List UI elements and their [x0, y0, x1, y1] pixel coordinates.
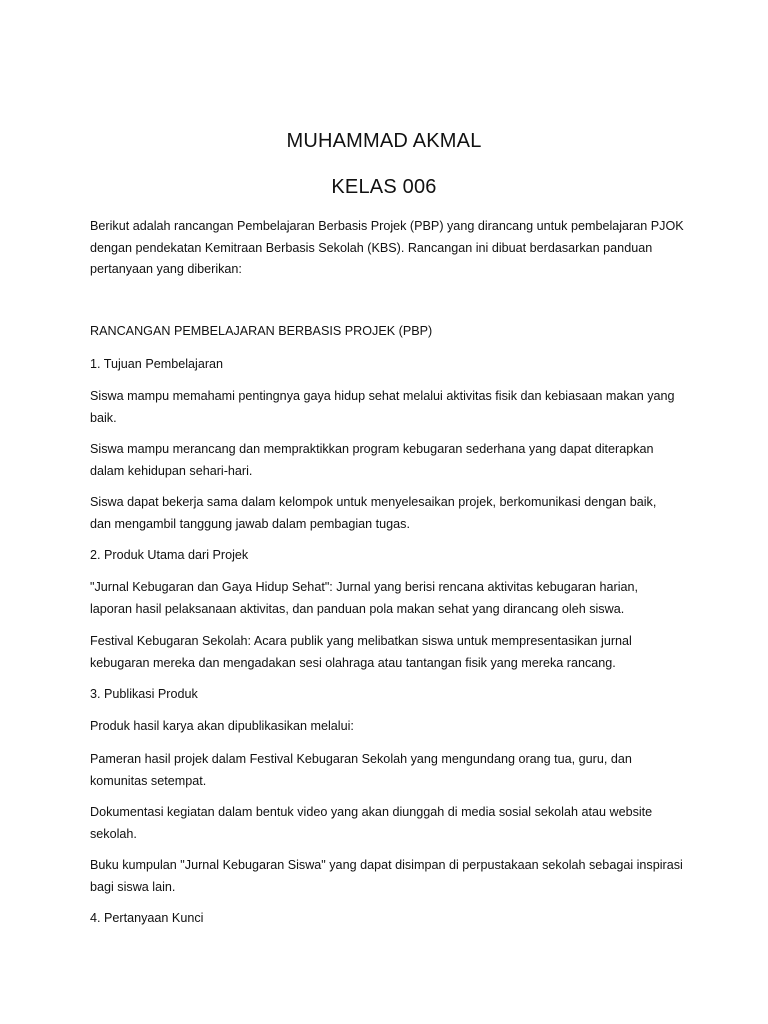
- text-line: Pameran hasil projek dalam Festival Kebugaran Sekolah yang mengundang orang tua, guru, dan: [90, 752, 632, 766]
- goal-paragraph-3: [90, 492, 686, 535]
- text-line: Siswa mampu memahami pentingnya gaya hidup sehat melalui aktivitas fisik dan kebiasaan makan yang: [90, 389, 675, 403]
- text-line: baik.: [90, 410, 117, 425]
- text-line: Buku kumpulan "Jurnal Kebugaran Siswa" yang dapat disimpan di perpustakaan sekolah sebagai inspirasi: [90, 858, 683, 872]
- publication-paragraph-1: [90, 749, 686, 792]
- text-line: pertanyaan yang diberikan:: [90, 262, 242, 276]
- text-line: Siswa dapat bekerja sama dalam kelompok untuk menyelesaikan projek, berkomunikasi dengan baik,: [90, 495, 657, 509]
- text-line: bagi siswa lain.: [90, 879, 176, 894]
- text-line: dengan pendekatan Kemitraan Berbasis Sekolah (KBS). Rancangan ini dibuat berdasarkan panduan: [90, 240, 653, 255]
- text-line: dan mengambil tanggung jawab dalam pembagian tugas.: [90, 516, 410, 531]
- publication-paragraph-3: [90, 855, 686, 898]
- heading-publikasi: 3. Publikasi Produk: [90, 687, 198, 701]
- text-line: Berikut adalah rancangan Pembelajaran Berbasis Projek (PBP) yang dirancang untuk pembelajaran PJOK: [90, 219, 684, 233]
- text-line: "Jurnal Kebugaran dan Gaya Hidup Sehat": Jurnal yang berisi rencana aktivitas kebugaran harian,: [90, 580, 639, 594]
- heading-tujuan: 1. Tujuan Pembelajaran: [90, 357, 224, 371]
- text-line: Siswa mampu merancang dan mempraktikkan program kebugaran sederhana yang dapat diterapkan: [90, 442, 654, 456]
- publication-intro: Produk hasil karya akan dipublikasikan melalui:: [90, 719, 354, 733]
- section-title: RANCANGAN PEMBELAJARAN BERBASIS PROJEK (PBP): [90, 324, 433, 338]
- text-line: laporan hasil pelaksanaan aktivitas, dan panduan pola makan sehat yang dirancang oleh siswa.: [90, 601, 625, 616]
- text-line: Dokumentasi kegiatan dalam bentuk video yang akan diunggah di media sosial sekolah atau website: [90, 805, 653, 819]
- text-line: komunitas setempat.: [90, 773, 207, 788]
- heading-produk: 2. Produk Utama dari Projek: [90, 548, 249, 562]
- goal-paragraph-1: [90, 386, 686, 429]
- text-line: kebugaran mereka dan mengadakan sesi olahraga atau tantangan fisik yang mereka rancang.: [90, 655, 616, 670]
- intro-paragraph: [90, 216, 686, 281]
- heading-pertanyaan: 4. Pertanyaan Kunci: [90, 911, 204, 925]
- text-line: sekolah.: [90, 826, 137, 841]
- goal-paragraph-2: [90, 439, 686, 482]
- class-title: KELAS 006: [331, 176, 437, 198]
- product-paragraph-2: [90, 631, 686, 674]
- product-paragraph-1: [90, 577, 686, 620]
- text-line: Festival Kebugaran Sekolah: Acara publik yang melibatkan siswa untuk mempresentasikan jurnal: [90, 634, 632, 648]
- text-line: dalam kehidupan sehari-hari.: [90, 463, 253, 478]
- student-name: MUHAMMAD AKMAL: [286, 130, 482, 152]
- publication-paragraph-2: [90, 802, 686, 845]
